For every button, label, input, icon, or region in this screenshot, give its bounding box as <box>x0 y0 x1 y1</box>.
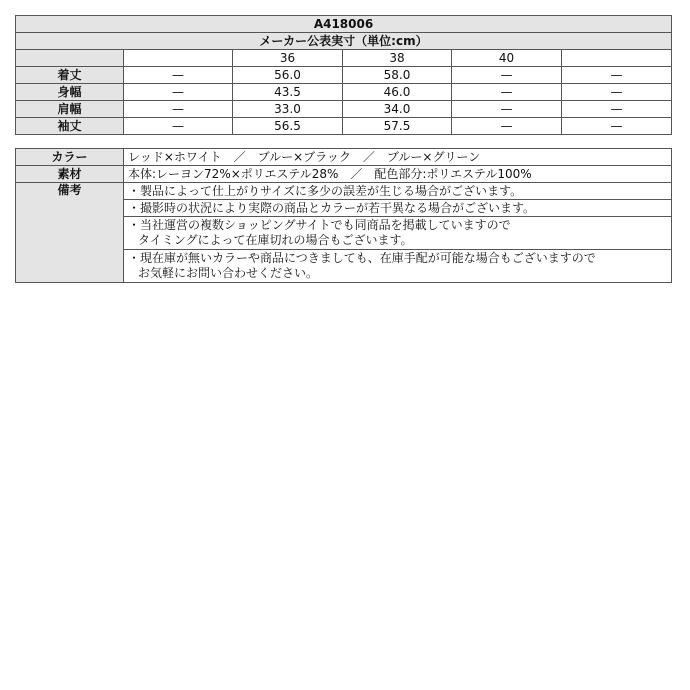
row-label: 素材 <box>16 166 124 183</box>
row-label: 着丈 <box>16 67 124 84</box>
row-label: 袖丈 <box>16 118 124 135</box>
size-cell: 56.5 <box>233 118 343 135</box>
note-text: ・製品によって仕上がりサイズに多少の誤差が生じる場合がございます。 <box>128 183 523 198</box>
size-cell: — <box>452 84 562 101</box>
size-column-header: 36 <box>233 50 343 67</box>
size-cell: — <box>452 118 562 135</box>
size-cell: 46.0 <box>343 84 452 101</box>
size-cell: — <box>452 101 562 118</box>
spec-sheet <box>15 15 671 283</box>
table-row <box>16 183 672 200</box>
color-value: レッド×ホワイト ／ ブルー×ブラック ／ ブルー×グリーン <box>124 149 672 166</box>
note-text: ・撮影時の状況により実際の商品とカラーが若干異なる場合がございます。 <box>128 200 536 215</box>
note-item <box>124 200 672 217</box>
note-text: ・現在庫が無いカラーや商品につきましても、在庫手配が可能な場合もございますので <box>128 251 596 265</box>
note-item <box>124 217 672 250</box>
product-code: A418006 <box>16 16 672 33</box>
size-column-header: 40 <box>452 50 562 67</box>
size-cell: — <box>452 67 562 84</box>
table-row <box>16 118 672 135</box>
header-corner <box>16 50 124 67</box>
size-cell: 34.0 <box>343 101 452 118</box>
size-table <box>15 15 672 135</box>
size-cell: — <box>562 118 672 135</box>
size-table-subtitle: メーカー公表実寸（単位:cm） <box>16 33 672 50</box>
size-cell: — <box>124 84 233 101</box>
note-item <box>124 183 672 200</box>
table-row <box>16 166 672 183</box>
table-row <box>16 149 672 166</box>
size-cell: — <box>124 118 233 135</box>
table-row <box>16 101 672 118</box>
table-row <box>16 67 672 84</box>
row-label: 備考 <box>16 183 124 283</box>
size-column-header <box>124 50 233 67</box>
size-cell: — <box>124 101 233 118</box>
note-text: お気軽にお問い合わせください。 <box>138 266 319 280</box>
row-label: カラー <box>16 149 124 166</box>
size-header-row <box>16 50 672 67</box>
size-cell: — <box>562 67 672 84</box>
material-value: 本体:レーヨン72%×ポリエステル28% ／ 配色部分:ポリエステル100% <box>124 166 672 183</box>
table-row <box>16 84 672 101</box>
size-cell: — <box>562 101 672 118</box>
note-text: タイミングによって在庫切れの場合もございます。 <box>138 233 413 247</box>
note-text: ・当社運営の複数ショッピングサイトでも同商品を掲載していますので <box>128 218 511 232</box>
size-cell: — <box>562 84 672 101</box>
size-cell: 58.0 <box>343 67 452 84</box>
row-label: 身幅 <box>16 84 124 101</box>
note-item <box>124 250 672 283</box>
size-column-header: 38 <box>343 50 452 67</box>
size-cell: 43.5 <box>233 84 343 101</box>
info-table <box>15 148 672 283</box>
size-cell: 33.0 <box>233 101 343 118</box>
size-cell: — <box>124 67 233 84</box>
table-spacer <box>15 135 671 148</box>
size-cell: 57.5 <box>343 118 452 135</box>
size-cell: 56.0 <box>233 67 343 84</box>
size-column-header <box>562 50 672 67</box>
row-label: 肩幅 <box>16 101 124 118</box>
